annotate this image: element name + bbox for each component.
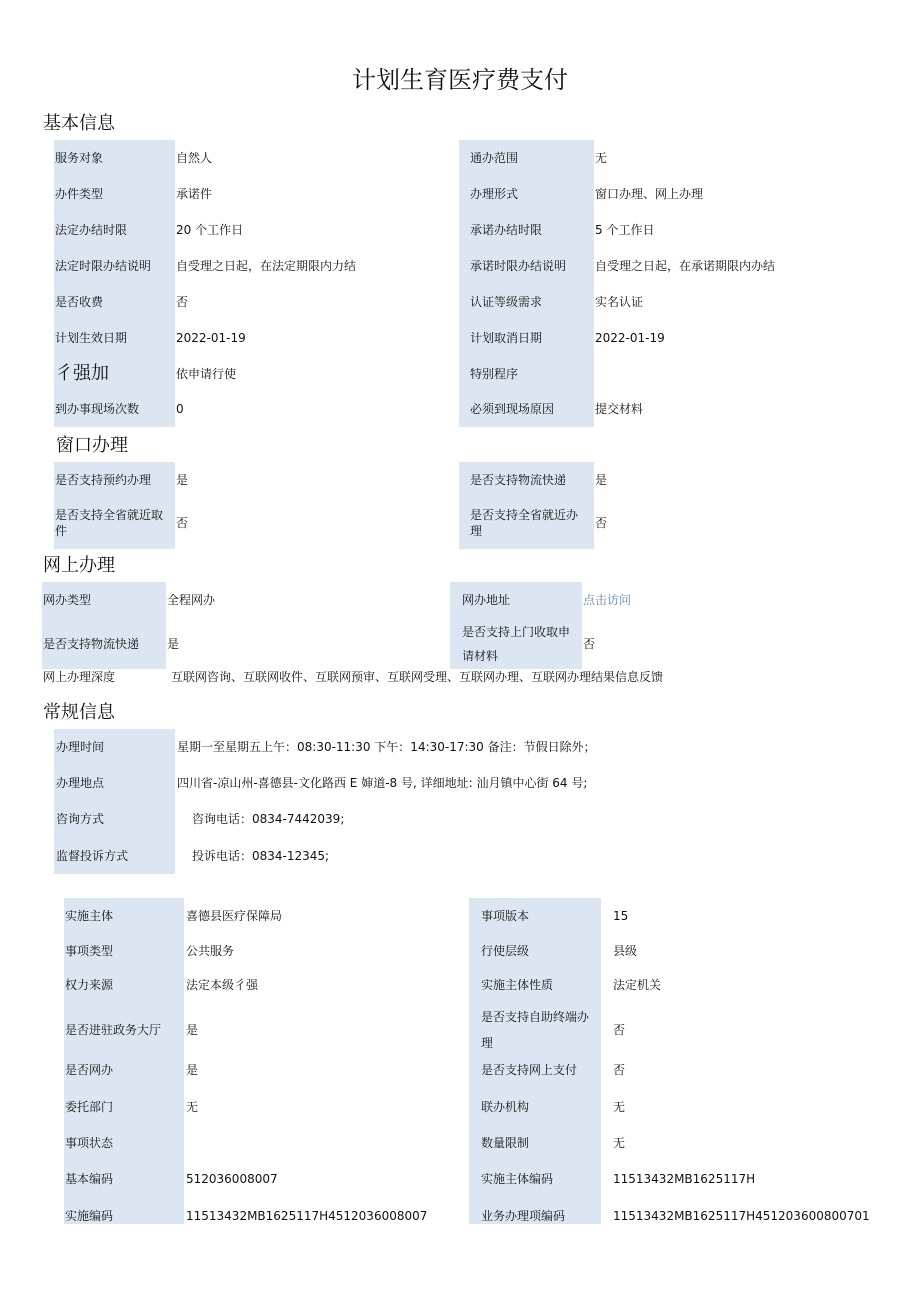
impl-value: 公共服务: [186, 943, 235, 958]
impl-label: 业务办理项编码: [481, 1209, 566, 1223]
impl-value: 无: [613, 1100, 626, 1114]
impl-value: 法定本级彳强: [186, 977, 259, 992]
basic-label: 计划取消日期: [470, 331, 543, 345]
window-value: 是: [595, 473, 608, 487]
basic-value: 2022-01-19: [595, 331, 665, 345]
online-label: 网办类型: [43, 593, 92, 607]
impl-label: 事项状态: [65, 1136, 114, 1150]
impl-value: 是: [186, 1063, 199, 1077]
basic-label: 彳强加: [55, 363, 109, 384]
online-depth-value: 互联网咨询、互联网收件、互联网预审、互联网受理、互联网办理、互联网办理结果信息反馈: [171, 670, 664, 684]
basic-value: 20 个工作日: [176, 223, 244, 237]
impl-label: 事项版本: [481, 908, 530, 923]
basic-label: 必须到现场原因: [470, 402, 555, 416]
page-title: 计划生育医疗费支付: [352, 66, 568, 94]
basic-value: 自受理之日起，在法定期限内力结: [176, 259, 357, 273]
impl-label: 联办机构: [481, 1100, 530, 1114]
basic-value: 自受理之日起，在承诺期限内办结: [595, 259, 776, 273]
impl-label: 行使层级: [481, 943, 530, 958]
impl-label: 是否支持自助终端办理: [481, 1010, 590, 1050]
general-value: 咨询电话：0834-7442039;: [192, 812, 345, 826]
impl-label: 是否网办: [65, 1063, 114, 1077]
basic-label: 特别程序: [470, 367, 519, 381]
impl-value: 是: [186, 1023, 199, 1037]
basic-value: 自然人: [176, 151, 213, 165]
section-heading-window: 窗口办理: [56, 435, 128, 456]
basic-label: 承诺时限办结说明: [470, 259, 567, 273]
section-heading-online: 网上办理: [43, 555, 115, 576]
impl-value: 11513432MB1625117H4512036008007: [186, 1209, 428, 1223]
impl-label: 权力来源: [65, 977, 114, 992]
online-label: 是否支持上门收取申请材料: [462, 625, 571, 663]
general-label: 办理地点: [56, 776, 105, 790]
impl-value: 无: [186, 1100, 199, 1114]
impl-label: 数量限制: [481, 1136, 530, 1150]
window-value: 是: [176, 473, 189, 487]
impl-value: 县级: [613, 943, 638, 958]
basic-label: 到办事现场次数: [55, 402, 140, 416]
general-value: 星期一至星期五上午：08:30-11:30 下午：14:30-17:30 备注：节假日除外；: [177, 740, 596, 754]
basic-value: 2022-01-19: [176, 331, 246, 345]
impl-value: 11513432MB1625117H: [613, 1172, 756, 1186]
online-label: 网办地址: [462, 593, 511, 607]
basic-label: 法定时限办结说明: [55, 259, 152, 273]
basic-value: 5 个工作日: [595, 223, 655, 237]
window-value: 否: [595, 516, 608, 530]
impl-value: 否: [613, 1023, 626, 1037]
basic-value: 无: [595, 151, 608, 165]
impl-value: 512036008007: [186, 1172, 278, 1186]
basic-label: 办理形式: [470, 187, 519, 201]
general-label: 咨询方式: [56, 812, 105, 826]
window-label: 是否支持预约办理: [55, 473, 152, 487]
basic-value: 承诺件: [176, 187, 213, 201]
basic-label: 通办范围: [470, 151, 519, 165]
basic-value: 0: [176, 402, 184, 416]
basic-label: 认证等级需求: [470, 295, 543, 309]
impl-label: 实施编码: [65, 1209, 114, 1223]
section-heading-general: 常规信息: [43, 702, 115, 723]
basic-label: 是否收费: [55, 295, 104, 309]
window-label: 是否支持物流快递: [470, 473, 567, 487]
online-address-link[interactable]: 点击访问: [583, 593, 632, 607]
online-value: 是: [167, 637, 180, 651]
impl-value: 15: [613, 908, 629, 923]
impl-value: 否: [613, 1063, 626, 1077]
basic-value: 依申请行使: [176, 367, 237, 381]
section-heading-basic: 基本信息: [43, 113, 115, 134]
online-value: 全程网办: [167, 593, 216, 607]
impl-label: 实施主体编码: [481, 1172, 554, 1186]
basic-label: 服务对象: [55, 151, 104, 165]
basic-value: [595, 356, 895, 392]
window-value: 否: [176, 516, 189, 530]
impl-value: 11513432MB1625117H451203600800701: [613, 1209, 870, 1223]
impl-label: 实施主体: [65, 908, 114, 923]
basic-label: 计划生效日期: [55, 331, 128, 345]
impl-label: 基本编码: [65, 1172, 114, 1186]
window-label: 是否支持全省就近办理: [470, 508, 579, 538]
window-label: 是否支持全省就近取件: [55, 508, 164, 538]
general-label: 监督投诉方式: [56, 849, 129, 863]
impl-label: 是否支持网上支付: [481, 1063, 578, 1077]
impl-label: 委托部门: [65, 1100, 114, 1114]
basic-value: 实名认证: [595, 295, 644, 309]
basic-value: 否: [176, 295, 189, 309]
online-depth-label: 网上办理深度: [43, 670, 116, 684]
impl-label: 实施主体性质: [481, 977, 554, 992]
impl-value: 法定机关: [613, 977, 662, 992]
online-label: 是否支持物流快递: [43, 637, 140, 651]
basic-value: 提交材料: [595, 402, 644, 416]
online-value: 否: [583, 637, 596, 651]
impl-value: 无: [613, 1136, 626, 1150]
impl-value: [186, 1126, 466, 1160]
basic-value: 窗口办理、网上办理: [595, 187, 704, 201]
impl-label: 是否进驻政务大厅: [65, 1023, 162, 1037]
general-value: 四川省-凉山州-喜德县-文化路西 E 婶道-8 号, 详细地址: 汕月镇中心街 64 号;: [177, 776, 588, 790]
basic-label: 办件类型: [55, 187, 104, 201]
basic-label: 承诺办结时限: [470, 223, 543, 237]
general-value: 投诉电话：0834-12345;: [192, 849, 330, 863]
general-label: 办理时间: [56, 740, 105, 754]
impl-label: 事项类型: [65, 943, 114, 958]
basic-label: 法定办结时限: [55, 223, 128, 237]
impl-value: 喜德县医疗保障局: [186, 908, 283, 923]
